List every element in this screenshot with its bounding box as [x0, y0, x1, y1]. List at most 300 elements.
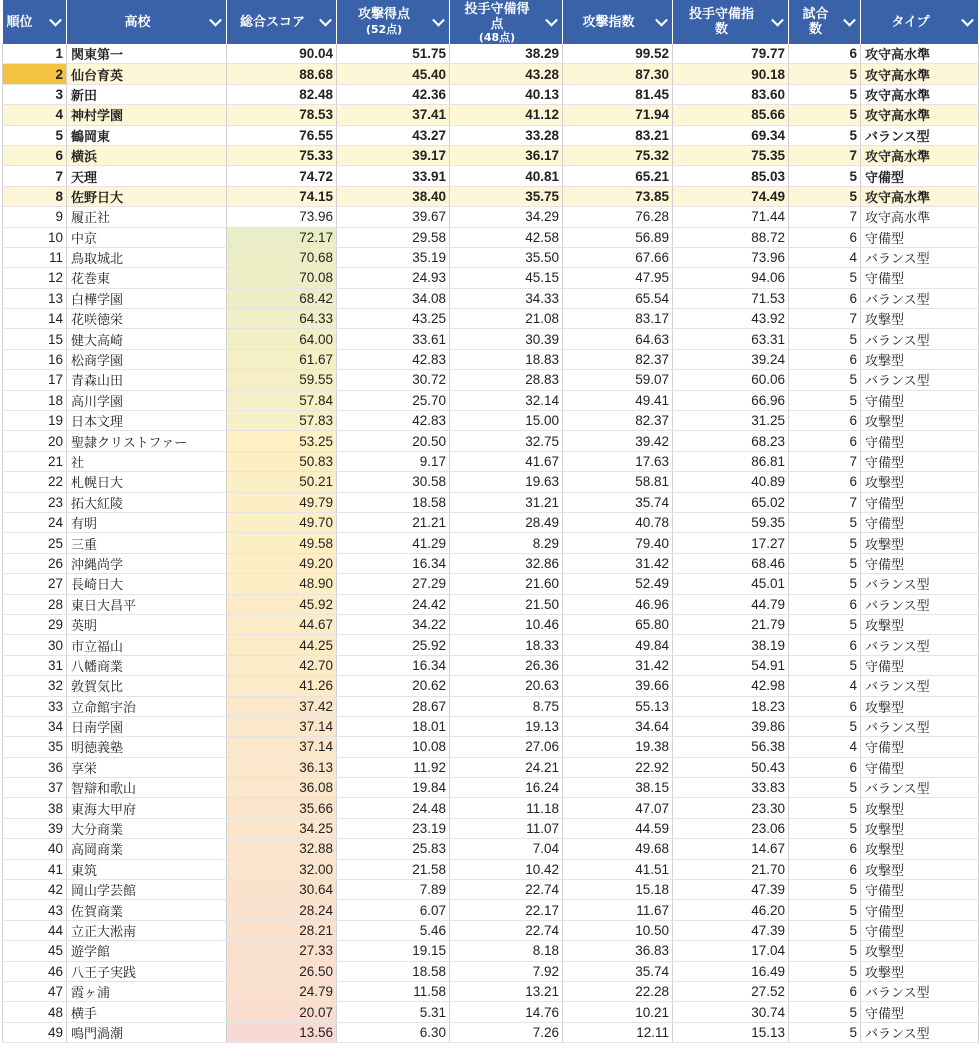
cell-school[interactable]: 関東第一: [67, 44, 227, 64]
cell-school[interactable]: 新田: [67, 84, 227, 104]
cell-attack-index[interactable]: 12.11: [563, 1022, 673, 1042]
cell-type[interactable]: 攻撃型: [861, 472, 979, 492]
cell-type[interactable]: 攻守高水準: [861, 44, 979, 64]
cell-defense-points[interactable]: 16.24: [450, 778, 563, 798]
cell-type[interactable]: 守備型: [861, 880, 979, 900]
cell-defense-points[interactable]: 8.75: [450, 696, 563, 716]
cell-attack-index[interactable]: 83.17: [563, 309, 673, 329]
cell-attack-index[interactable]: 36.83: [563, 941, 673, 961]
cell-attack-index[interactable]: 65.21: [563, 166, 673, 186]
cell-total-score[interactable]: 45.92: [227, 594, 337, 614]
cell-defense-points[interactable]: 19.13: [450, 716, 563, 736]
cell-total-score[interactable]: 34.25: [227, 818, 337, 838]
cell-defense-index[interactable]: 16.49: [673, 961, 789, 981]
cell-games[interactable]: 6: [789, 411, 861, 431]
cell-type[interactable]: 攻撃型: [861, 859, 979, 879]
cell-rank[interactable]: 40: [3, 839, 67, 859]
cell-school[interactable]: 東日大昌平: [67, 594, 227, 614]
cell-games[interactable]: 5: [789, 574, 861, 594]
cell-attack-index[interactable]: 47.95: [563, 268, 673, 288]
cell-school[interactable]: 横手: [67, 1002, 227, 1022]
cell-school[interactable]: 白樺学園: [67, 288, 227, 308]
cell-games[interactable]: 5: [789, 778, 861, 798]
cell-attack-index[interactable]: 10.21: [563, 1002, 673, 1022]
cell-school[interactable]: 花巻東: [67, 268, 227, 288]
cell-total-score[interactable]: 76.55: [227, 125, 337, 145]
cell-type[interactable]: 攻守高水準: [861, 64, 979, 84]
cell-defense-points[interactable]: 22.74: [450, 880, 563, 900]
cell-attack-points[interactable]: 25.83: [337, 839, 450, 859]
cell-attack-index[interactable]: 31.42: [563, 655, 673, 675]
cell-attack-points[interactable]: 19.15: [337, 941, 450, 961]
cell-attack-points[interactable]: 18.58: [337, 492, 450, 512]
cell-total-score[interactable]: 26.50: [227, 961, 337, 981]
cell-defense-index[interactable]: 56.38: [673, 737, 789, 757]
cell-school[interactable]: 岡山学芸館: [67, 880, 227, 900]
cell-type[interactable]: 守備型: [861, 451, 979, 471]
cell-attack-points[interactable]: 6.30: [337, 1022, 450, 1042]
cell-school[interactable]: 高川学園: [67, 390, 227, 410]
cell-games[interactable]: 4: [789, 737, 861, 757]
cell-type[interactable]: 守備型: [861, 655, 979, 675]
cell-attack-points[interactable]: 19.84: [337, 778, 450, 798]
cell-attack-points[interactable]: 39.67: [337, 207, 450, 227]
cell-rank[interactable]: 2: [3, 64, 67, 84]
cell-school[interactable]: 八幡商業: [67, 655, 227, 675]
cell-attack-index[interactable]: 34.64: [563, 716, 673, 736]
cell-games[interactable]: 5: [789, 818, 861, 838]
cell-rank[interactable]: 15: [3, 329, 67, 349]
cell-defense-index[interactable]: 85.66: [673, 105, 789, 125]
cell-rank[interactable]: 4: [3, 105, 67, 125]
cell-type[interactable]: 攻撃型: [861, 941, 979, 961]
cell-type[interactable]: バランス型: [861, 574, 979, 594]
cell-defense-index[interactable]: 79.77: [673, 44, 789, 64]
cell-attack-index[interactable]: 47.07: [563, 798, 673, 818]
cell-total-score[interactable]: 82.48: [227, 84, 337, 104]
cell-attack-points[interactable]: 24.93: [337, 268, 450, 288]
cell-total-score[interactable]: 50.21: [227, 472, 337, 492]
cell-total-score[interactable]: 37.42: [227, 696, 337, 716]
cell-school[interactable]: 敦賀気比: [67, 676, 227, 696]
cell-total-score[interactable]: 64.00: [227, 329, 337, 349]
cell-rank[interactable]: 6: [3, 145, 67, 165]
cell-school[interactable]: 鶴岡東: [67, 125, 227, 145]
cell-type[interactable]: 攻守高水準: [861, 186, 979, 206]
cell-defense-points[interactable]: 26.36: [450, 655, 563, 675]
cell-type[interactable]: 攻撃型: [861, 614, 979, 634]
cell-attack-points[interactable]: 24.48: [337, 798, 450, 818]
cell-games[interactable]: 5: [789, 553, 861, 573]
cell-type[interactable]: バランス型: [861, 288, 979, 308]
cell-games[interactable]: 5: [789, 614, 861, 634]
cell-type[interactable]: 守備型: [861, 431, 979, 451]
cell-school[interactable]: 日本文理: [67, 411, 227, 431]
cell-total-score[interactable]: 30.64: [227, 880, 337, 900]
cell-games[interactable]: 6: [789, 472, 861, 492]
cell-defense-index[interactable]: 21.79: [673, 614, 789, 634]
cell-attack-index[interactable]: 71.94: [563, 105, 673, 125]
cell-rank[interactable]: 16: [3, 349, 67, 369]
cell-school[interactable]: 花咲徳栄: [67, 309, 227, 329]
cell-rank[interactable]: 41: [3, 859, 67, 879]
cell-attack-index[interactable]: 44.59: [563, 818, 673, 838]
cell-attack-index[interactable]: 49.84: [563, 635, 673, 655]
cell-attack-index[interactable]: 15.18: [563, 880, 673, 900]
cell-attack-index[interactable]: 31.42: [563, 553, 673, 573]
cell-type[interactable]: 守備型: [861, 1002, 979, 1022]
cell-rank[interactable]: 32: [3, 676, 67, 696]
cell-school[interactable]: 聖隷クリストファー: [67, 431, 227, 451]
cell-attack-points[interactable]: 25.70: [337, 390, 450, 410]
cell-type[interactable]: バランス型: [861, 716, 979, 736]
cell-type[interactable]: 守備型: [861, 512, 979, 532]
cell-defense-points[interactable]: 18.33: [450, 635, 563, 655]
cell-defense-points[interactable]: 15.00: [450, 411, 563, 431]
cell-rank[interactable]: 31: [3, 655, 67, 675]
cell-total-score[interactable]: 28.21: [227, 920, 337, 940]
cell-defense-points[interactable]: 20.63: [450, 676, 563, 696]
header-type[interactable]: [861, 0, 979, 44]
cell-attack-index[interactable]: 79.40: [563, 533, 673, 553]
cell-defense-index[interactable]: 30.74: [673, 1002, 789, 1022]
cell-defense-index[interactable]: 18.23: [673, 696, 789, 716]
cell-type[interactable]: 守備型: [861, 737, 979, 757]
cell-defense-points[interactable]: 35.75: [450, 186, 563, 206]
cell-games[interactable]: 6: [789, 594, 861, 614]
cell-total-score[interactable]: 20.07: [227, 1002, 337, 1022]
cell-total-score[interactable]: 32.00: [227, 859, 337, 879]
cell-defense-index[interactable]: 54.91: [673, 655, 789, 675]
cell-rank[interactable]: 43: [3, 900, 67, 920]
cell-school[interactable]: 東筑: [67, 859, 227, 879]
cell-defense-points[interactable]: 36.17: [450, 145, 563, 165]
cell-school[interactable]: 青森山田: [67, 370, 227, 390]
cell-rank[interactable]: 30: [3, 635, 67, 655]
cell-defense-points[interactable]: 21.50: [450, 594, 563, 614]
cell-rank[interactable]: 44: [3, 920, 67, 940]
cell-type[interactable]: 攻撃型: [861, 961, 979, 981]
cell-games[interactable]: 5: [789, 329, 861, 349]
cell-attack-index[interactable]: 10.50: [563, 920, 673, 940]
cell-rank[interactable]: 24: [3, 512, 67, 532]
cell-rank[interactable]: 12: [3, 268, 67, 288]
cell-type[interactable]: 守備型: [861, 166, 979, 186]
cell-attack-points[interactable]: 24.42: [337, 594, 450, 614]
cell-attack-points[interactable]: 6.07: [337, 900, 450, 920]
cell-attack-points[interactable]: 30.72: [337, 370, 450, 390]
cell-games[interactable]: 5: [789, 920, 861, 940]
cell-attack-points[interactable]: 18.01: [337, 716, 450, 736]
cell-defense-index[interactable]: 68.46: [673, 553, 789, 573]
cell-total-score[interactable]: 73.96: [227, 207, 337, 227]
cell-type[interactable]: バランス型: [861, 981, 979, 1001]
cell-attack-index[interactable]: 83.21: [563, 125, 673, 145]
cell-attack-points[interactable]: 21.58: [337, 859, 450, 879]
cell-defense-index[interactable]: 14.67: [673, 839, 789, 859]
cell-school[interactable]: 大分商業: [67, 818, 227, 838]
cell-games[interactable]: 5: [789, 798, 861, 818]
cell-defense-index[interactable]: 63.31: [673, 329, 789, 349]
cell-defense-index[interactable]: 17.04: [673, 941, 789, 961]
cell-total-score[interactable]: 32.88: [227, 839, 337, 859]
cell-total-score[interactable]: 59.55: [227, 370, 337, 390]
cell-games[interactable]: 5: [789, 1022, 861, 1042]
cell-defense-points[interactable]: 22.74: [450, 920, 563, 940]
cell-rank[interactable]: 38: [3, 798, 67, 818]
cell-type[interactable]: 攻撃型: [861, 533, 979, 553]
cell-attack-index[interactable]: 73.85: [563, 186, 673, 206]
cell-total-score[interactable]: 37.14: [227, 716, 337, 736]
cell-attack-index[interactable]: 52.49: [563, 574, 673, 594]
cell-attack-index[interactable]: 65.54: [563, 288, 673, 308]
cell-rank[interactable]: 49: [3, 1022, 67, 1042]
cell-attack-index[interactable]: 56.89: [563, 227, 673, 247]
cell-type[interactable]: 攻撃型: [861, 798, 979, 818]
cell-total-score[interactable]: 28.24: [227, 900, 337, 920]
cell-defense-index[interactable]: 39.24: [673, 349, 789, 369]
cell-defense-index[interactable]: 71.53: [673, 288, 789, 308]
cell-school[interactable]: 鳴門渦潮: [67, 1022, 227, 1042]
cell-defense-points[interactable]: 34.29: [450, 207, 563, 227]
cell-rank[interactable]: 47: [3, 981, 67, 1001]
cell-rank[interactable]: 7: [3, 166, 67, 186]
cell-rank[interactable]: 14: [3, 309, 67, 329]
cell-school[interactable]: 横浜: [67, 145, 227, 165]
cell-defense-index[interactable]: 45.01: [673, 574, 789, 594]
cell-rank[interactable]: 34: [3, 716, 67, 736]
cell-attack-points[interactable]: 43.27: [337, 125, 450, 145]
cell-type[interactable]: 攻撃型: [861, 818, 979, 838]
cell-games[interactable]: 5: [789, 941, 861, 961]
cell-attack-points[interactable]: 11.92: [337, 757, 450, 777]
cell-defense-points[interactable]: 32.86: [450, 553, 563, 573]
cell-type[interactable]: バランス型: [861, 329, 979, 349]
cell-defense-points[interactable]: 14.76: [450, 1002, 563, 1022]
cell-total-score[interactable]: 61.67: [227, 349, 337, 369]
cell-rank[interactable]: 8: [3, 186, 67, 206]
cell-attack-points[interactable]: 29.58: [337, 227, 450, 247]
cell-games[interactable]: 5: [789, 370, 861, 390]
cell-type[interactable]: 攻撃型: [861, 839, 979, 859]
cell-type[interactable]: 守備型: [861, 553, 979, 573]
cell-type[interactable]: 守備型: [861, 492, 979, 512]
cell-defense-points[interactable]: 27.06: [450, 737, 563, 757]
cell-defense-points[interactable]: 11.18: [450, 798, 563, 818]
cell-rank[interactable]: 13: [3, 288, 67, 308]
cell-games[interactable]: 7: [789, 451, 861, 471]
cell-games[interactable]: 5: [789, 64, 861, 84]
cell-total-score[interactable]: 78.53: [227, 105, 337, 125]
cell-total-score[interactable]: 75.33: [227, 145, 337, 165]
header-school[interactable]: [67, 0, 227, 44]
cell-games[interactable]: 6: [789, 859, 861, 879]
cell-games[interactable]: 6: [789, 757, 861, 777]
cell-attack-index[interactable]: 39.66: [563, 676, 673, 696]
header-attack-points[interactable]: [337, 0, 450, 44]
cell-total-score[interactable]: 53.25: [227, 431, 337, 451]
cell-defense-index[interactable]: 75.35: [673, 145, 789, 165]
header-total-score[interactable]: [227, 0, 337, 44]
cell-defense-points[interactable]: 8.29: [450, 533, 563, 553]
cell-defense-index[interactable]: 47.39: [673, 880, 789, 900]
cell-rank[interactable]: 3: [3, 84, 67, 104]
cell-school[interactable]: 松商学園: [67, 349, 227, 369]
cell-defense-index[interactable]: 27.52: [673, 981, 789, 1001]
cell-school[interactable]: 沖縄尚学: [67, 553, 227, 573]
cell-defense-points[interactable]: 40.13: [450, 84, 563, 104]
cell-attack-points[interactable]: 16.34: [337, 655, 450, 675]
cell-attack-points[interactable]: 51.75: [337, 44, 450, 64]
cell-total-score[interactable]: 88.68: [227, 64, 337, 84]
cell-attack-index[interactable]: 64.63: [563, 329, 673, 349]
cell-attack-index[interactable]: 87.30: [563, 64, 673, 84]
header-rank[interactable]: [3, 0, 67, 44]
cell-school[interactable]: 中京: [67, 227, 227, 247]
cell-defense-index[interactable]: 71.44: [673, 207, 789, 227]
cell-defense-index[interactable]: 50.43: [673, 757, 789, 777]
cell-school[interactable]: 神村学園: [67, 105, 227, 125]
cell-school[interactable]: 高岡商業: [67, 839, 227, 859]
cell-defense-points[interactable]: 35.50: [450, 247, 563, 267]
cell-rank[interactable]: 11: [3, 247, 67, 267]
cell-games[interactable]: 5: [789, 390, 861, 410]
cell-total-score[interactable]: 50.83: [227, 451, 337, 471]
cell-defense-index[interactable]: 60.06: [673, 370, 789, 390]
cell-school[interactable]: 三重: [67, 533, 227, 553]
cell-defense-points[interactable]: 10.42: [450, 859, 563, 879]
cell-defense-index[interactable]: 59.35: [673, 512, 789, 532]
cell-rank[interactable]: 27: [3, 574, 67, 594]
cell-attack-index[interactable]: 49.68: [563, 839, 673, 859]
header-games[interactable]: [789, 0, 861, 44]
cell-attack-index[interactable]: 35.74: [563, 961, 673, 981]
cell-games[interactable]: 5: [789, 512, 861, 532]
cell-defense-points[interactable]: 41.12: [450, 105, 563, 125]
cell-type[interactable]: 攻撃型: [861, 696, 979, 716]
cell-attack-index[interactable]: 67.66: [563, 247, 673, 267]
cell-type[interactable]: 守備型: [861, 390, 979, 410]
cell-attack-points[interactable]: 16.34: [337, 553, 450, 573]
cell-defense-index[interactable]: 43.92: [673, 309, 789, 329]
cell-games[interactable]: 6: [789, 839, 861, 859]
cell-type[interactable]: 攻撃型: [861, 349, 979, 369]
cell-total-score[interactable]: 49.79: [227, 492, 337, 512]
cell-attack-points[interactable]: 30.58: [337, 472, 450, 492]
cell-games[interactable]: 7: [789, 492, 861, 512]
cell-school[interactable]: 英明: [67, 614, 227, 634]
cell-defense-points[interactable]: 31.21: [450, 492, 563, 512]
cell-defense-index[interactable]: 31.25: [673, 411, 789, 431]
cell-defense-index[interactable]: 83.60: [673, 84, 789, 104]
cell-attack-index[interactable]: 58.81: [563, 472, 673, 492]
cell-rank[interactable]: 39: [3, 818, 67, 838]
cell-defense-index[interactable]: 21.70: [673, 859, 789, 879]
cell-attack-points[interactable]: 42.83: [337, 411, 450, 431]
cell-games[interactable]: 5: [789, 125, 861, 145]
cell-defense-index[interactable]: 46.20: [673, 900, 789, 920]
cell-defense-points[interactable]: 19.63: [450, 472, 563, 492]
cell-games[interactable]: 5: [789, 268, 861, 288]
cell-games[interactable]: 5: [789, 716, 861, 736]
cell-attack-points[interactable]: 20.62: [337, 676, 450, 696]
cell-attack-points[interactable]: 10.08: [337, 737, 450, 757]
cell-total-score[interactable]: 68.42: [227, 288, 337, 308]
cell-rank[interactable]: 22: [3, 472, 67, 492]
cell-attack-points[interactable]: 33.91: [337, 166, 450, 186]
cell-attack-points[interactable]: 34.08: [337, 288, 450, 308]
cell-defense-points[interactable]: 21.60: [450, 574, 563, 594]
cell-defense-index[interactable]: 15.13: [673, 1022, 789, 1042]
cell-attack-index[interactable]: 75.32: [563, 145, 673, 165]
cell-defense-index[interactable]: 90.18: [673, 64, 789, 84]
cell-type[interactable]: バランス型: [861, 125, 979, 145]
cell-rank[interactable]: 37: [3, 778, 67, 798]
cell-attack-index[interactable]: 35.74: [563, 492, 673, 512]
cell-type[interactable]: 守備型: [861, 920, 979, 940]
cell-type[interactable]: バランス型: [861, 594, 979, 614]
cell-defense-index[interactable]: 33.83: [673, 778, 789, 798]
cell-attack-index[interactable]: 46.96: [563, 594, 673, 614]
cell-games[interactable]: 6: [789, 44, 861, 64]
cell-attack-points[interactable]: 21.21: [337, 512, 450, 532]
cell-defense-index[interactable]: 68.23: [673, 431, 789, 451]
cell-type[interactable]: 攻守高水準: [861, 145, 979, 165]
cell-attack-points[interactable]: 11.58: [337, 981, 450, 1001]
cell-defense-points[interactable]: 18.83: [450, 349, 563, 369]
cell-games[interactable]: 5: [789, 533, 861, 553]
cell-type[interactable]: 守備型: [861, 900, 979, 920]
cell-school[interactable]: 健大高崎: [67, 329, 227, 349]
cell-total-score[interactable]: 35.66: [227, 798, 337, 818]
cell-defense-points[interactable]: 7.92: [450, 961, 563, 981]
cell-type[interactable]: バランス型: [861, 778, 979, 798]
cell-attack-points[interactable]: 20.50: [337, 431, 450, 451]
cell-type[interactable]: 攻守高水準: [861, 105, 979, 125]
cell-attack-points[interactable]: 9.17: [337, 451, 450, 471]
cell-attack-index[interactable]: 22.28: [563, 981, 673, 1001]
cell-games[interactable]: 6: [789, 288, 861, 308]
cell-total-score[interactable]: 49.20: [227, 553, 337, 573]
cell-games[interactable]: 5: [789, 655, 861, 675]
cell-defense-points[interactable]: 13.21: [450, 981, 563, 1001]
cell-defense-index[interactable]: 94.06: [673, 268, 789, 288]
cell-rank[interactable]: 35: [3, 737, 67, 757]
header-defense-points[interactable]: [450, 0, 563, 44]
cell-rank[interactable]: 26: [3, 553, 67, 573]
cell-attack-points[interactable]: 18.58: [337, 961, 450, 981]
cell-games[interactable]: 5: [789, 105, 861, 125]
cell-defense-index[interactable]: 86.81: [673, 451, 789, 471]
cell-attack-index[interactable]: 76.28: [563, 207, 673, 227]
cell-school[interactable]: 社: [67, 451, 227, 471]
cell-attack-index[interactable]: 40.78: [563, 512, 673, 532]
cell-school[interactable]: 遊学館: [67, 941, 227, 961]
cell-defense-index[interactable]: 65.02: [673, 492, 789, 512]
cell-rank[interactable]: 5: [3, 125, 67, 145]
cell-defense-points[interactable]: 22.17: [450, 900, 563, 920]
cell-games[interactable]: 6: [789, 431, 861, 451]
cell-attack-index[interactable]: 99.52: [563, 44, 673, 64]
cell-total-score[interactable]: 42.70: [227, 655, 337, 675]
cell-total-score[interactable]: 13.56: [227, 1022, 337, 1042]
cell-defense-index[interactable]: 23.06: [673, 818, 789, 838]
cell-attack-points[interactable]: 42.36: [337, 84, 450, 104]
cell-school[interactable]: 立命館宇治: [67, 696, 227, 716]
cell-school[interactable]: 智辯和歌山: [67, 778, 227, 798]
cell-attack-points[interactable]: 42.83: [337, 349, 450, 369]
cell-rank[interactable]: 45: [3, 941, 67, 961]
